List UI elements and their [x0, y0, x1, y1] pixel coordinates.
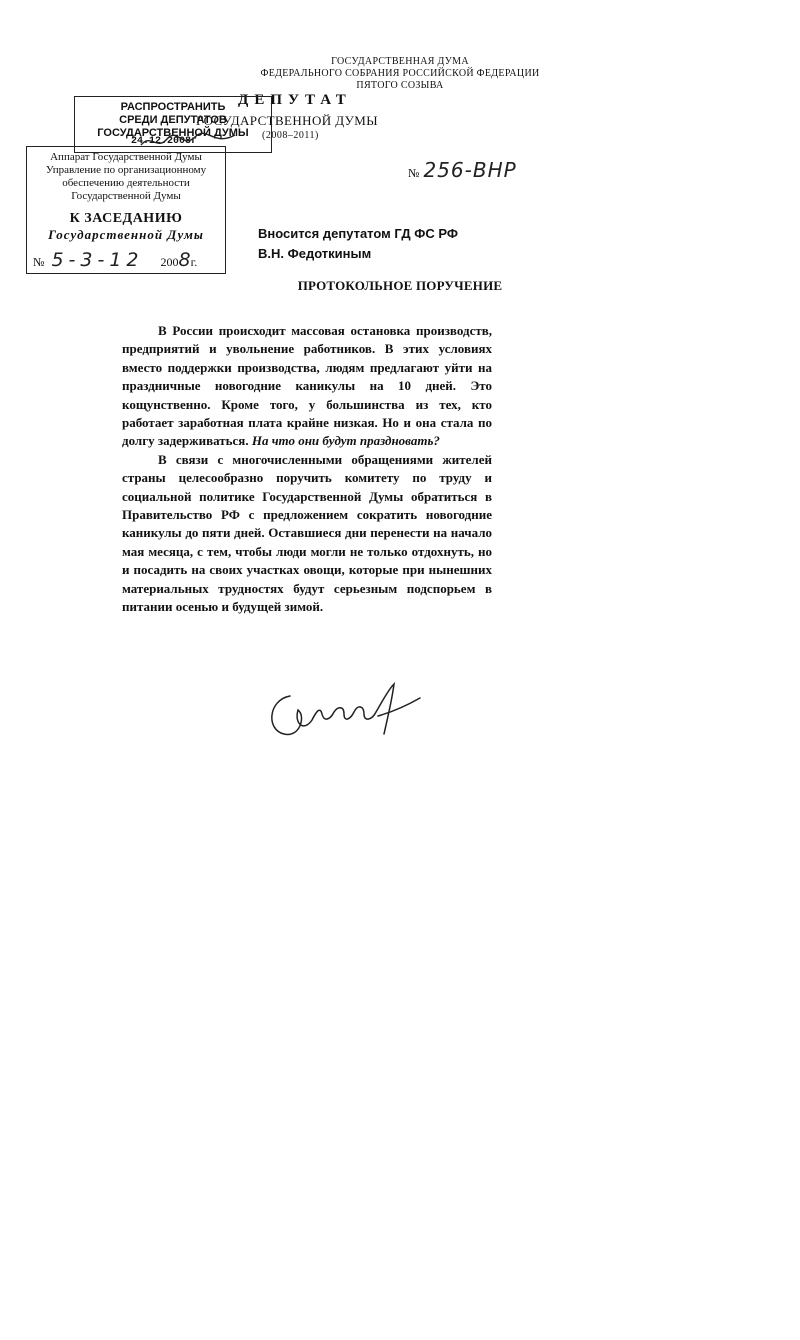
session-stamp [26, 146, 226, 274]
document-body [122, 322, 492, 617]
session-duma-label: Государственной Думы [48, 227, 204, 242]
signature-icon [260, 676, 440, 746]
session-year-suffix: г. [190, 255, 198, 269]
session-number-row [33, 249, 221, 271]
distribute-stamp-date: 24.12.2008г [131, 136, 198, 147]
body-paragraph-1-main: В России происходит массовая остановка производств, предприятий и увольнение работников. В этих условиях вместо поддержки производства, людям предлагают уйти на праздничные новогодние каникулы на 10 дней. Это кощунственно. Кроме того, у большинства из тех, кто работает заработная плата крайне низкая. Но и она стала по долгу задерживаться. [122, 323, 492, 449]
introduced-by-line-2: В.Н. Федоткиным [258, 246, 372, 261]
session-stamp-line-3: обеспечению деятельности [62, 177, 190, 189]
header-line-3: ПЯТОГО СОЗЫВА [356, 80, 444, 91]
distribute-stamp [74, 96, 272, 153]
session-year-prefix: 200 [160, 255, 179, 269]
body-paragraph-2: В связи с многочисленными обращениями жителей страны целесообразно поручить комитету по труду и социальной политике Государственной Думы обратиться в Правительство РФ с предложением сократить новогодние каникулы до пяти дней. Оставшиеся дни перенести на начало мая месяца, с тем, чтобы люди могли не только отдохнуть, но и посадить на своих участках овощи, которые при нынешних материальных трудностях будут серьезным подспорьем в питании осенью и будущей зимой. [122, 451, 492, 615]
registration-number [408, 158, 517, 182]
letterhead-deputy: ДЕПУТАТ [238, 92, 352, 108]
session-label: К ЗАСЕДАНИЮ [69, 211, 183, 226]
header-line-2: ФЕДЕРАЛЬНОГО СОБРАНИЯ РОССИЙСКОЙ ФЕДЕРАЦИИ [260, 68, 540, 79]
registration-prefix: № [408, 166, 420, 180]
introduced-by [258, 224, 458, 264]
session-stamp-line-1: Аппарат Государственной Думы [50, 151, 202, 163]
distribute-stamp-line-3: ГОСУДАРСТВЕННОЙ ДУМЫ [97, 127, 249, 139]
header-line-1: ГОСУДАРСТВЕННАЯ ДУМА [331, 56, 469, 67]
distribute-stamp-line-2: СРЕДИ ДЕПУТАТОВ [119, 114, 227, 126]
body-paragraph-1-question: На что они будут праздновать? [251, 433, 440, 449]
letterhead-duma: ГОСУДАРСТВЕННОЙ ДУМЫ [196, 113, 378, 128]
session-number-prefix: № [33, 255, 45, 269]
session-number: 5-3-12 [51, 249, 144, 271]
body-paragraph-1 [122, 322, 492, 451]
session-stamp-line-4: Государственной Думы [71, 190, 181, 202]
introduced-by-line-1: Вносится депутатом ГД ФС РФ [258, 226, 458, 241]
document-title: ПРОТОКОЛЬНОЕ ПОРУЧЕНИЕ [297, 278, 503, 293]
registration-value: 256-ВНР [423, 158, 517, 182]
session-year: 8 [178, 249, 191, 271]
session-stamp-line-2: Управление по организационному [45, 164, 207, 176]
letterhead-years: (2008–2011) [262, 130, 319, 141]
distribute-stamp-line-1: РАСПРОСТРАНИТЬ [120, 101, 226, 113]
